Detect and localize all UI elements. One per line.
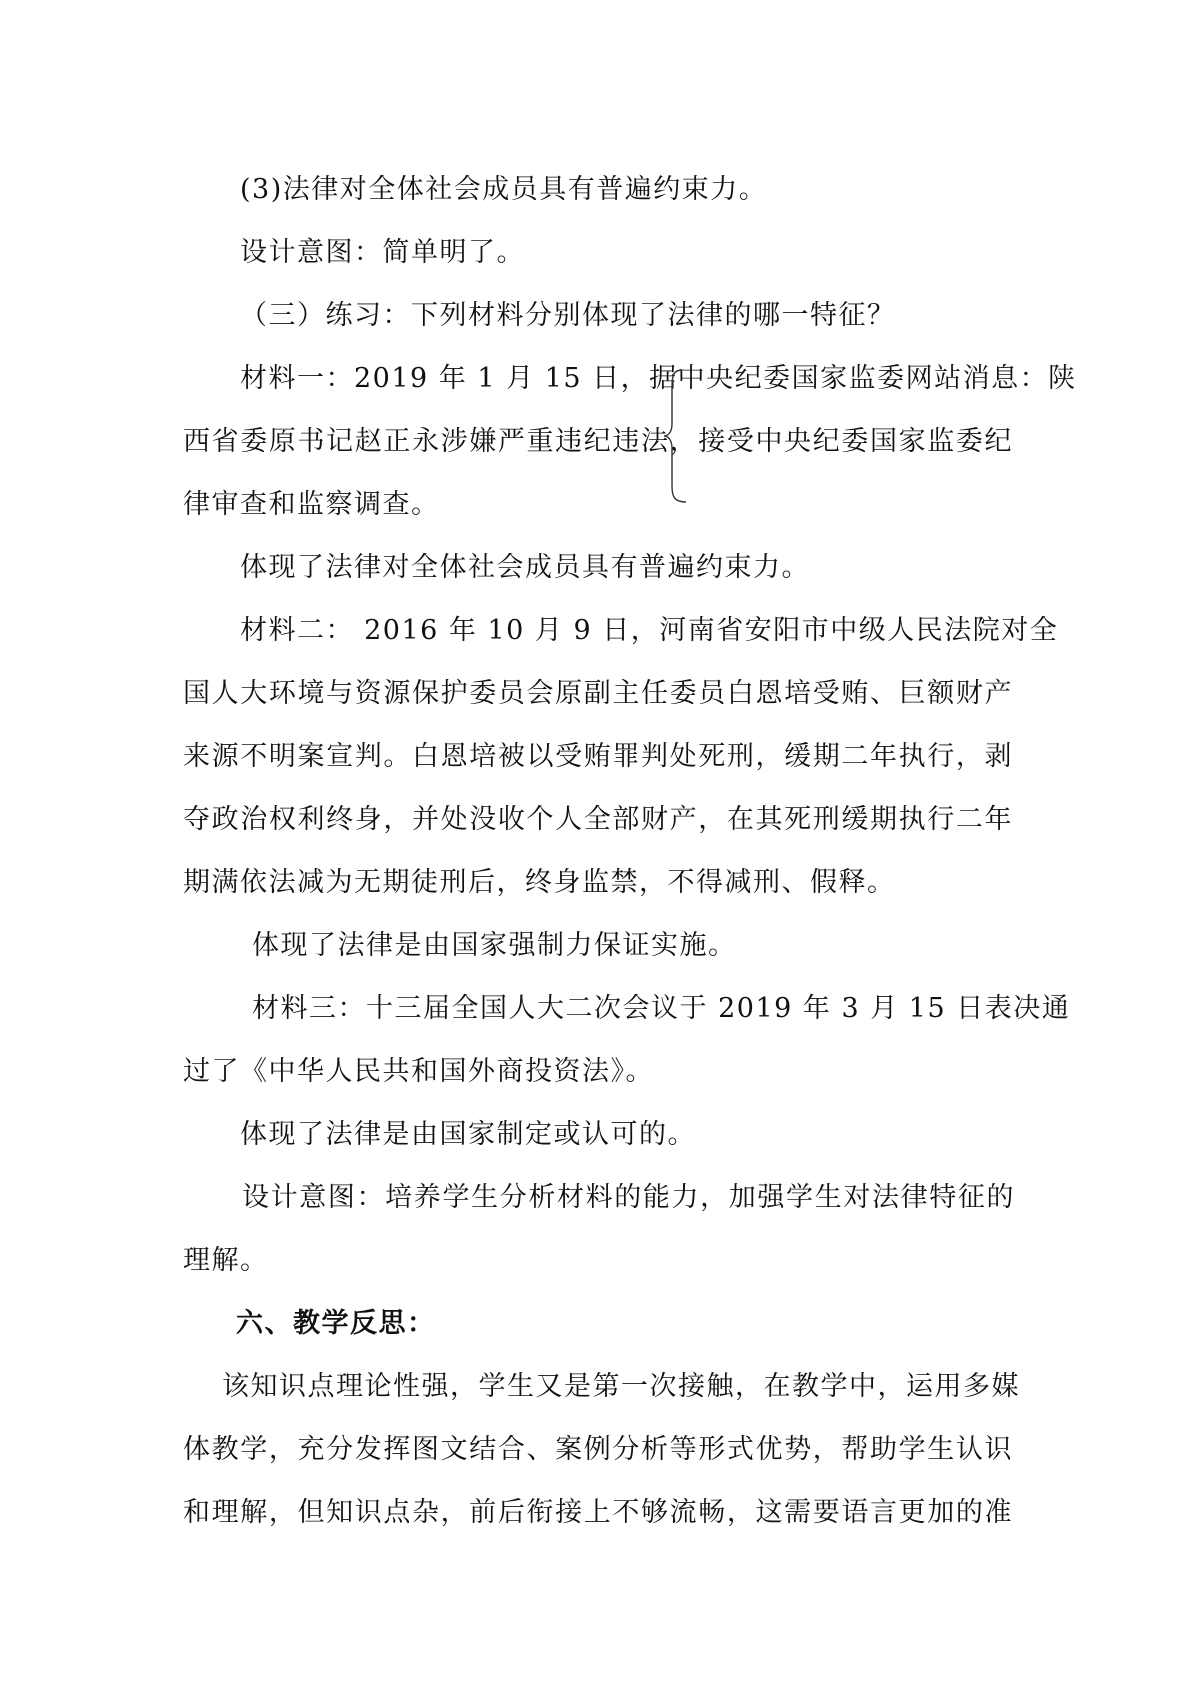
- design-intent-line-3: 理解。: [183, 1245, 269, 1276]
- material-three-line-1: 材料三：十三届全国人大二次会议于 2019 年 3 月 15 日表决通: [252, 993, 1071, 1024]
- material-one-line-2: 西省委原书记赵正永涉嫌严重违纪违法，接受中央纪委国家监委纪: [183, 426, 1013, 457]
- reflection-line-2: 体教学，充分发挥图文结合、案例分析等形式优势，帮助学生认识: [183, 1434, 1013, 1465]
- answer-two-line: 体现了法律是由国家强制力保证实施。: [252, 930, 737, 961]
- design-intent-line-2: 设计意图：培养学生分析材料的能力，加强学生对法律特征的: [242, 1182, 1015, 1213]
- curly-brace-mark: [664, 368, 692, 504]
- material-two-line-4: 夺政治权利终身，并处没收个人全部财产，在其死刑缓期执行二年: [183, 804, 1013, 835]
- material-one-line-1: 材料一：2019 年 1 月 15 日，据中央纪委国家监委网站消息：陕: [240, 363, 1077, 394]
- material-two-line-1: 材料二： 2016 年 10 月 9 日，河南省安阳市中级人民法院对全: [240, 615, 1059, 646]
- material-two-line-5: 期满依法减为无期徒刑后，终身监禁，不得减刑、假释。: [183, 867, 896, 898]
- design-intent-line: 设计意图：简单明了。: [240, 237, 525, 268]
- reflection-line-1: 该知识点理论性强，学生又是第一次接触，在教学中，运用多媒: [222, 1371, 1020, 1402]
- reflection-line-3: 和理解，但知识点杂，前后衔接上不够流畅，这需要语言更加的准: [183, 1497, 1013, 1528]
- material-two-line-3: 来源不明案宣判。白恩培被以受贿罪判处死刑，缓期二年执行，剥: [183, 741, 1013, 772]
- answer-one-line: 体现了法律对全体社会成员具有普遍约束力。: [240, 552, 810, 583]
- section-heading-reflection: 六、教学反思：: [236, 1308, 436, 1339]
- material-two-line-2: 国人大环境与资源保护委员会原副主任委员白恩培受贿、巨额财产: [183, 678, 1013, 709]
- paragraph-line: (3)法律对全体社会成员具有普遍约束力。: [240, 174, 768, 205]
- material-one-line-3: 律审查和监察调查。: [183, 489, 440, 520]
- exercise-heading: （三）练习：下列材料分别体现了法律的哪一特征？: [240, 300, 896, 331]
- answer-three-line: 体现了法律是由国家制定或认可的。: [240, 1119, 696, 1150]
- material-three-line-2: 过了《中华人民共和国外商投资法》。: [183, 1056, 654, 1087]
